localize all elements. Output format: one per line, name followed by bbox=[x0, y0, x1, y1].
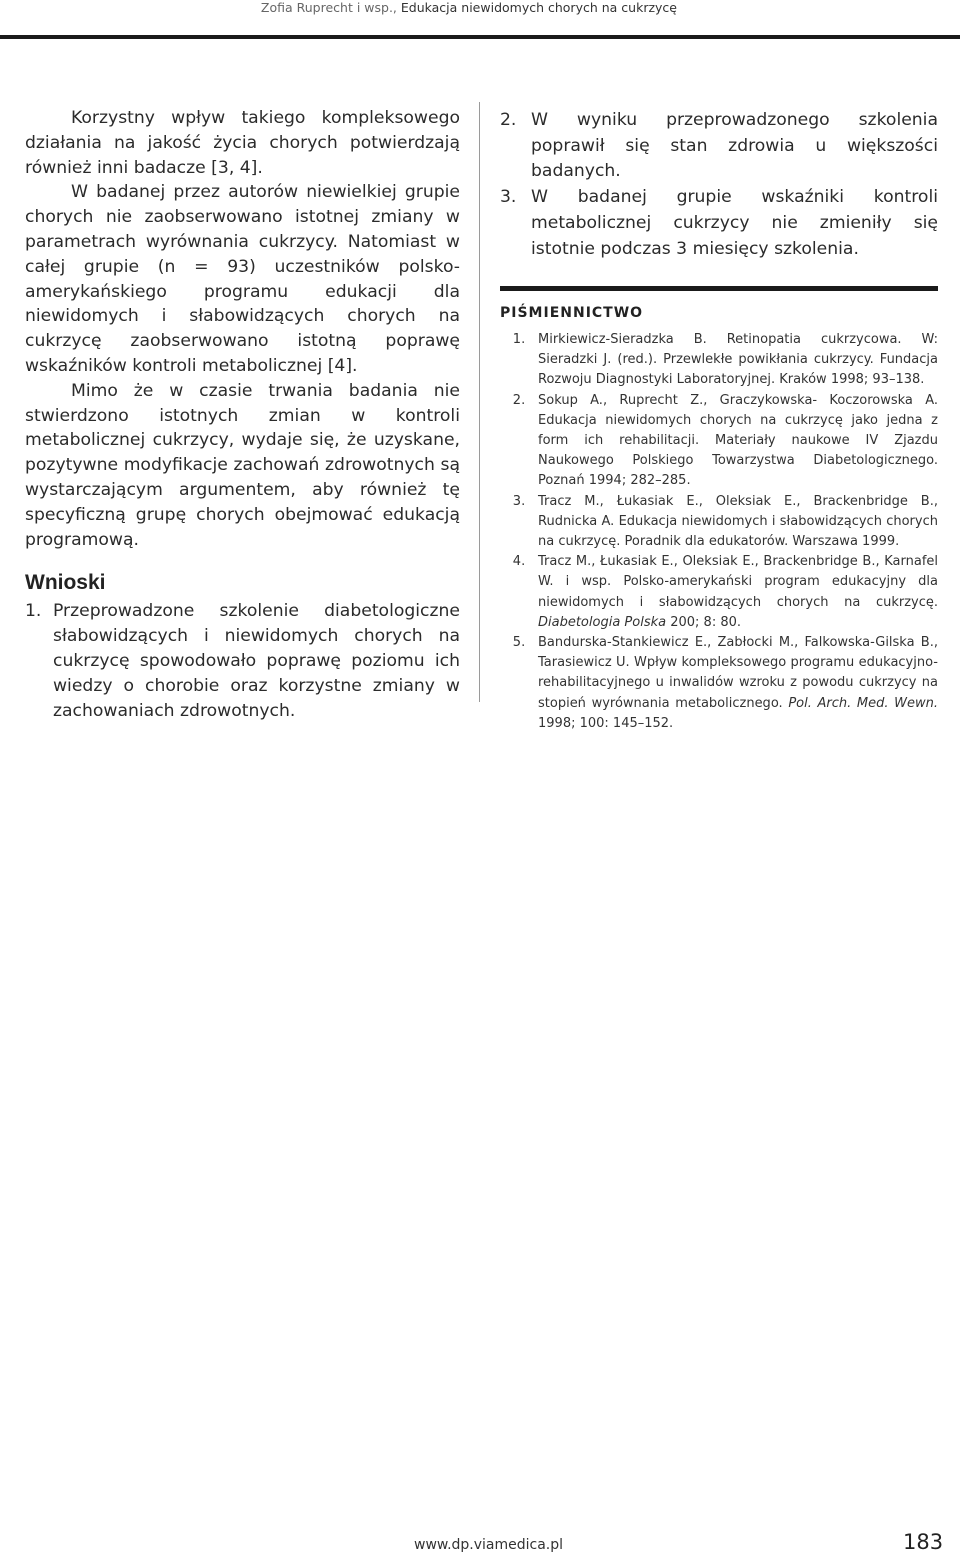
reference-text: Sokup A., Ruprecht Z., Graczykowska- Koczorowska A. Edukacja niewidomych chorych na cukrzycę jako jedna z form ich rehabilitacji. Materiały naukowe IV Zjazdu Naukowego Polskiego Towarzystwa Diabetologicznego. Poznań 1994; 282–285. bbox=[538, 392, 938, 489]
reference-text bbox=[538, 633, 938, 734]
reference-item-5 bbox=[500, 633, 938, 734]
reference-number: 4. bbox=[512, 554, 526, 570]
reference-item-1 bbox=[500, 330, 938, 391]
reference-number: 3. bbox=[512, 493, 526, 509]
body-paragraph-1: Korzystny wpływ takiego kompleksowego działania na jakość życia chorych potwierdzają również inni badacze [3, 4]. bbox=[25, 108, 460, 178]
left-column bbox=[25, 106, 460, 723]
footer-url[interactable]: www.dp.viamedica.pl bbox=[414, 1537, 564, 1553]
header-separator: , bbox=[392, 0, 401, 15]
references-rule bbox=[500, 286, 938, 291]
references-list bbox=[500, 330, 938, 734]
reference-number: 2. bbox=[512, 392, 526, 408]
header-authors: Zofia Ruprecht i wsp. bbox=[260, 0, 393, 15]
reference-number: 5. bbox=[512, 635, 526, 651]
reference-item-4 bbox=[500, 552, 938, 633]
references-heading: PIŚMIENNICTWO bbox=[500, 305, 644, 321]
right-column bbox=[500, 108, 938, 262]
conclusion-text: Przeprowadzone szkolenie diabetologiczne słabowidzących i niewidomych chorych na cukrzycę spowodowało poprawę poziomu ich wiedzy o chorobie oraz korzystne zmiany w zachowaniach zdrowotnych. bbox=[53, 601, 460, 721]
reference-item-3 bbox=[500, 492, 938, 553]
body-paragraph-2: W badanej przez autorów niewielkiej grupie chorych nie zaobserwowano istotnej zmiany w parametrach wyrównania cukrzycy. Natomiast w całej grupie (n = 93) uczestników polsko-amerykańskiego programu edukacji dla niewidomych i słabowidzących chorych na cukrzycę zaobserwowano istotną poprawę wskaźników kontroli metabolicznej [4]. bbox=[25, 182, 460, 376]
conclusion-item-3 bbox=[500, 185, 938, 262]
reference-item-2 bbox=[500, 391, 938, 492]
reference-text: Tracz M., Łukasiak E., Oleksiak E., Brackenbridge B., Rudnicka A. Edukacja niewidomych i słabowidzących chorych na cukrzycę. Poradnik dla edukatorów. Warszawa 1999. bbox=[538, 493, 938, 550]
page-number: 183 bbox=[903, 1530, 944, 1554]
running-head bbox=[261, 0, 677, 16]
reference-journal: Diabetologia Polska bbox=[538, 614, 667, 630]
conclusion-item-2 bbox=[500, 108, 938, 185]
conclusion-number: 2. bbox=[500, 110, 517, 130]
reference-text: Mirkiewicz-Sieradzka B. Retinopatia cukrzycowa. W: Sieradzki J. (red.). Przewlekłe powikłania cukrzycy. Fundacja Rozwoju Diagnostyki Laboratoryjnej. Kraków 1998; 93–138. bbox=[538, 332, 938, 388]
reference-text bbox=[538, 552, 938, 633]
reference-number: 1. bbox=[512, 332, 526, 347]
reference-text-before: Tracz M., Łukasiak E., Oleksiak E., Brackenbridge B., Karnafel W. i wsp. Polsko-amerykański program edukacyjny dla niewidomych i słabowidzących chorych na cukrzycę. bbox=[538, 554, 938, 610]
reference-journal: Pol. Arch. Med. Wewn. bbox=[788, 695, 938, 711]
conclusions-heading: Wnioski bbox=[25, 571, 106, 595]
conclusion-item-1 bbox=[25, 599, 460, 723]
reference-text-after: 200; 8: 80. bbox=[666, 614, 742, 630]
column-divider bbox=[479, 102, 480, 702]
conclusion-number: 1. bbox=[25, 601, 42, 622]
conclusion-text: W wyniku przeprowadzonego szkolenia poprawił się stan zdrowia u większości badanych. bbox=[531, 110, 938, 182]
conclusion-number: 3. bbox=[500, 187, 517, 208]
reference-text-before: Bandurska-Stankiewicz E., Zabłocki M., Falkowska-Gilska B., Tarasiewicz U. Wpływ kompleksowego programu edukacyjno-rehabilitacyjnego u inwalidów wzroku z powodu cukrzycy na stopień wyrównania metabolicznego. bbox=[538, 635, 938, 711]
top-rule bbox=[0, 35, 960, 39]
body-paragraph-3: Mimo że w czasie trwania badania nie stwierdzono istotnych zmian w kontroli metabolicznej cukrzycy, wydaje się, że uzyskane, pozytywne modyfikacje zachowań zdrowotnych są wystarczającym argumentem, aby również tę specyficzną grupę chorych obejmować edukacją programową. bbox=[25, 380, 460, 550]
conclusion-text: W badanej grupie wskaźniki kontroli metabolicznej cukrzycy nie zmieniły się istotnie podczas 3 miesięcy szkolenia. bbox=[531, 187, 938, 259]
reference-text-after: 1998; 100: 145–152. bbox=[538, 715, 674, 731]
header-article-title: Edukacja niewidomych chorych na cukrzycę bbox=[400, 0, 677, 15]
